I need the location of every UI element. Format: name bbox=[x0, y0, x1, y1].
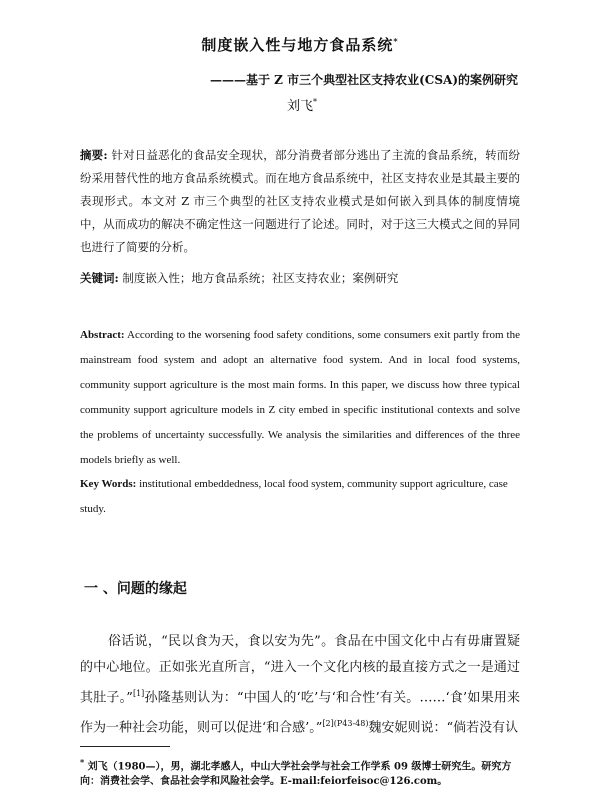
author-footnote-marker: * bbox=[313, 97, 318, 107]
body-text-part2: 孙隆基则认为：“中国人的‘吃’与‘和合性’有关。……‘食’如果用来作为一种社会功能，则可以促进‘和合感’。” bbox=[80, 690, 520, 736]
citation-1: [1] bbox=[132, 689, 145, 698]
title-text: 制度嵌入性与地方食品系统 bbox=[201, 36, 394, 54]
footnote-text: 刘飞（1980—），男，湖北孝感人，中山大学社会学与社会工作学系 09 级博士研究生。研究方向：消费社会学、食品社会学和风险社会学。E-mail:feiorfeisoc@126.com。 bbox=[80, 761, 512, 788]
chinese-keywords-label: 关键词: bbox=[80, 271, 119, 285]
body-text-part1: 俗话说，“民以食为天，食以安为先”。食品在中国文化中占有毋庸置疑的中心地位。正如张光直所言，“进入一个文化内核的最直接方式之一是通过其肚子。” bbox=[80, 634, 520, 706]
chinese-keywords bbox=[80, 270, 398, 286]
paper-title bbox=[0, 34, 600, 55]
english-keywords-text: institutional embeddedness, local food system, community support agriculture, case study. bbox=[80, 478, 508, 515]
english-abstract bbox=[80, 323, 520, 473]
chinese-abstract bbox=[80, 144, 520, 259]
section-heading: 一 、问题的缘起 bbox=[84, 581, 187, 597]
footnote-divider bbox=[80, 746, 170, 747]
paper-subtitle: ———基于 Z 市三个典型社区支持农业(CSA)的案例研究 bbox=[210, 73, 518, 87]
author-name: 刘飞 bbox=[287, 99, 314, 114]
footnote-marker: * bbox=[80, 757, 85, 767]
title-footnote-marker: * bbox=[393, 36, 399, 46]
chinese-keywords-text: 制度嵌入性；地方食品系统；社区支持农业；案例研究 bbox=[122, 271, 399, 285]
author-line bbox=[287, 95, 317, 114]
english-abstract-label: Abstract: bbox=[80, 329, 125, 341]
chinese-abstract-text: 针对日益恶化的食品安全现状，部分消费者部分逃出了主流的食品系统，转而纷纷采用替代性的地方食品系统模式。而在地方食品系统中，社区支持农业是其最主要的表现形式。本文对 Z 市三个典型的社区支持农业模式是如何嵌入到具体的制度情境中，从而成功的解决不确定性这一问题进行了论述。同时，对于这三大模式之间的异同也进行了简要的分析。 bbox=[80, 148, 521, 254]
citation-2: [2](P43-48) bbox=[322, 719, 369, 729]
body-text-part3: 魏安妮则说：“倘若没有认 bbox=[368, 720, 519, 736]
chinese-abstract-label: 摘要: bbox=[80, 148, 108, 162]
english-abstract-text: According to the worsening food safety conditions, some consumers exit partly from the mainstream food system and adopt an alternative food system. And in local food systems, community support agriculture is the most main forms. In this paper, we discuss how three typical community support agriculture models in Z city embed in specific institutional contexts and solve the problems of uncertainty successfully. We analysis the similarities and differences of the three models briefly as well. bbox=[80, 329, 520, 466]
english-keywords-label: Key Words: bbox=[80, 478, 137, 490]
footnote bbox=[80, 755, 520, 789]
body-paragraph bbox=[80, 629, 520, 742]
english-keywords bbox=[80, 472, 520, 522]
